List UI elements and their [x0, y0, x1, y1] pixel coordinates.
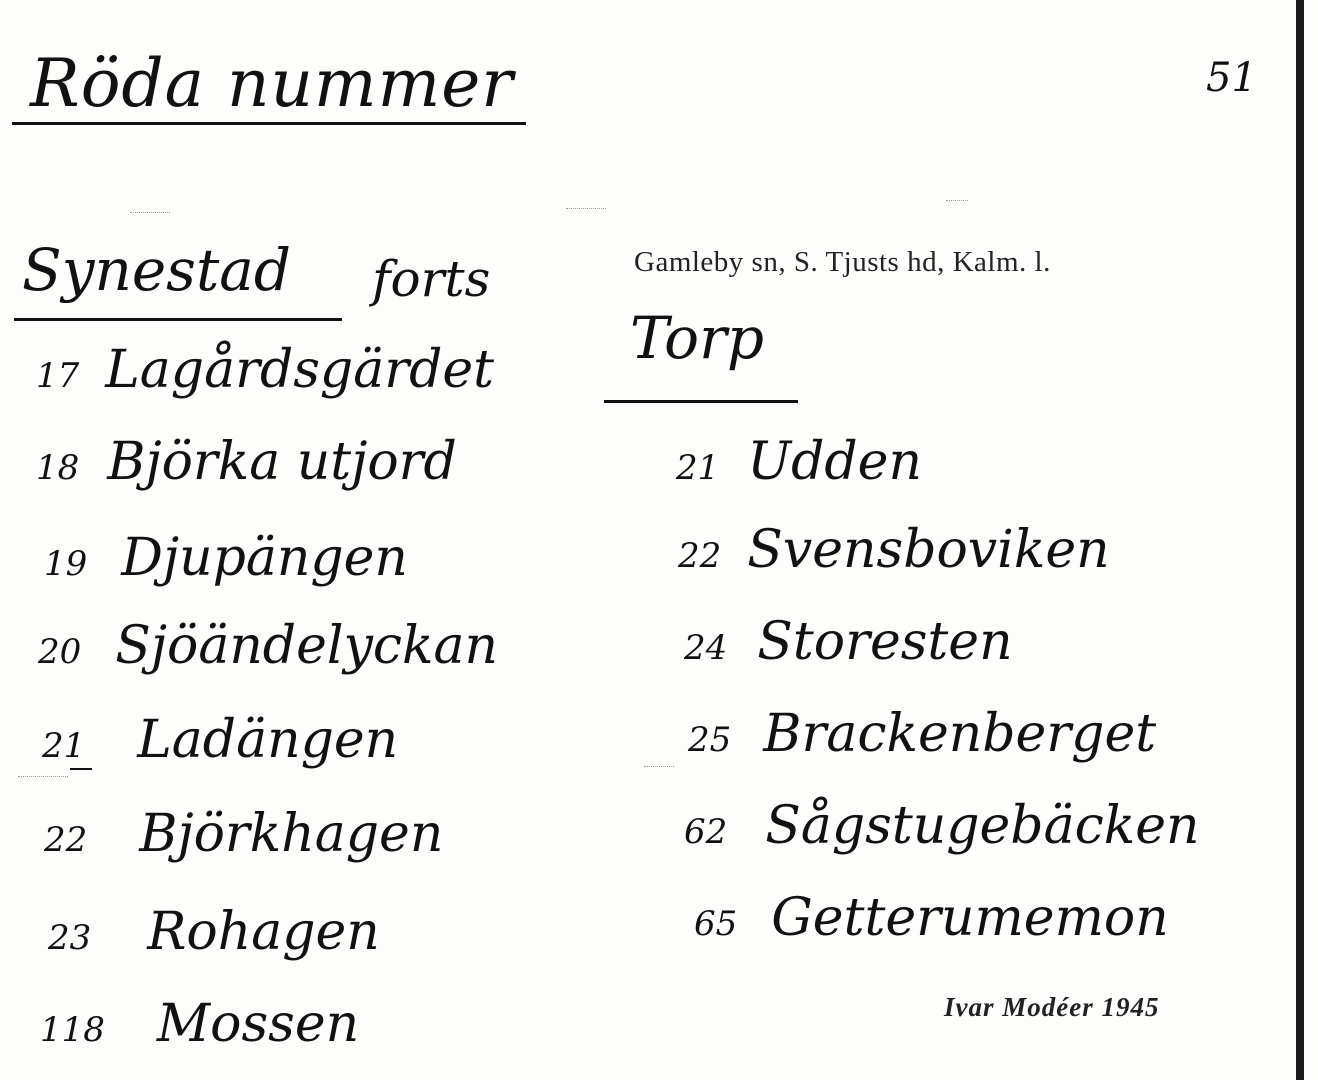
list-item	[38, 616, 498, 676]
entry-number: 22	[44, 820, 88, 860]
entry-number: 23	[48, 918, 92, 958]
list-item	[678, 520, 1110, 580]
speckle	[130, 212, 170, 214]
entry-name: Sjöändelyckan	[115, 616, 499, 676]
list-item	[36, 432, 457, 492]
entry-name: Mossen	[156, 994, 360, 1054]
list-item	[44, 528, 408, 588]
entry-name: Svensboviken	[747, 520, 1110, 580]
entry-number: 118	[40, 1010, 105, 1050]
list-item	[48, 902, 380, 962]
speckle	[644, 766, 674, 768]
list-item	[40, 994, 359, 1054]
entry-number: 22	[678, 536, 722, 576]
right-heading-underline	[604, 400, 798, 403]
entry-number: 65	[694, 904, 738, 944]
title-underline	[12, 122, 526, 125]
page-number: 51	[1206, 55, 1257, 101]
right-section-heading: Torp	[630, 304, 764, 372]
list-item	[684, 612, 1013, 672]
entry-number: 21	[42, 726, 86, 766]
speckle	[18, 776, 68, 778]
entry-name: Björka utjord	[107, 432, 457, 492]
entry-number: 20	[38, 632, 82, 672]
list-item	[694, 888, 1169, 948]
entry-name: Sågstugebäcken	[765, 796, 1200, 856]
number-underline	[70, 768, 92, 770]
left-heading-underline	[14, 318, 342, 321]
entry-number: 17	[36, 356, 80, 396]
entry-number: 25	[688, 720, 732, 760]
entry-name: Ladängen	[137, 710, 399, 770]
entry-number: 24	[684, 628, 728, 668]
list-item	[36, 340, 494, 400]
entry-name: Udden	[747, 432, 922, 492]
list-item	[44, 804, 443, 864]
entry-name: Björkhagen	[139, 804, 444, 864]
printed-header: Gamleby sn, S. Tjusts hd, Kalm. l.	[634, 246, 1051, 278]
entry-number: 19	[44, 544, 88, 584]
entry-name: Getterumemon	[771, 888, 1169, 948]
entry-number: 62	[684, 812, 728, 852]
entry-name: Lagårdsgärdet	[105, 340, 495, 400]
signature: Ivar Modéer 1945	[944, 992, 1160, 1022]
speckle	[566, 208, 606, 210]
entry-name: Djupängen	[121, 528, 408, 588]
entry-name: Brackenberget	[763, 704, 1157, 764]
binding-edge	[1296, 0, 1304, 1080]
list-item	[684, 796, 1200, 856]
entry-number: 18	[36, 448, 80, 488]
speckle	[946, 200, 968, 202]
entry-name: Rohagen	[147, 902, 380, 962]
list-item	[688, 704, 1156, 764]
left-section-heading: Synestad	[22, 236, 291, 304]
page-title: Röda nummer	[30, 45, 514, 122]
list-item	[676, 432, 922, 492]
entry-name: Storesten	[757, 612, 1013, 672]
list-item	[42, 710, 398, 770]
left-section-suffix: forts	[372, 250, 491, 308]
entry-number: 21	[676, 448, 720, 488]
